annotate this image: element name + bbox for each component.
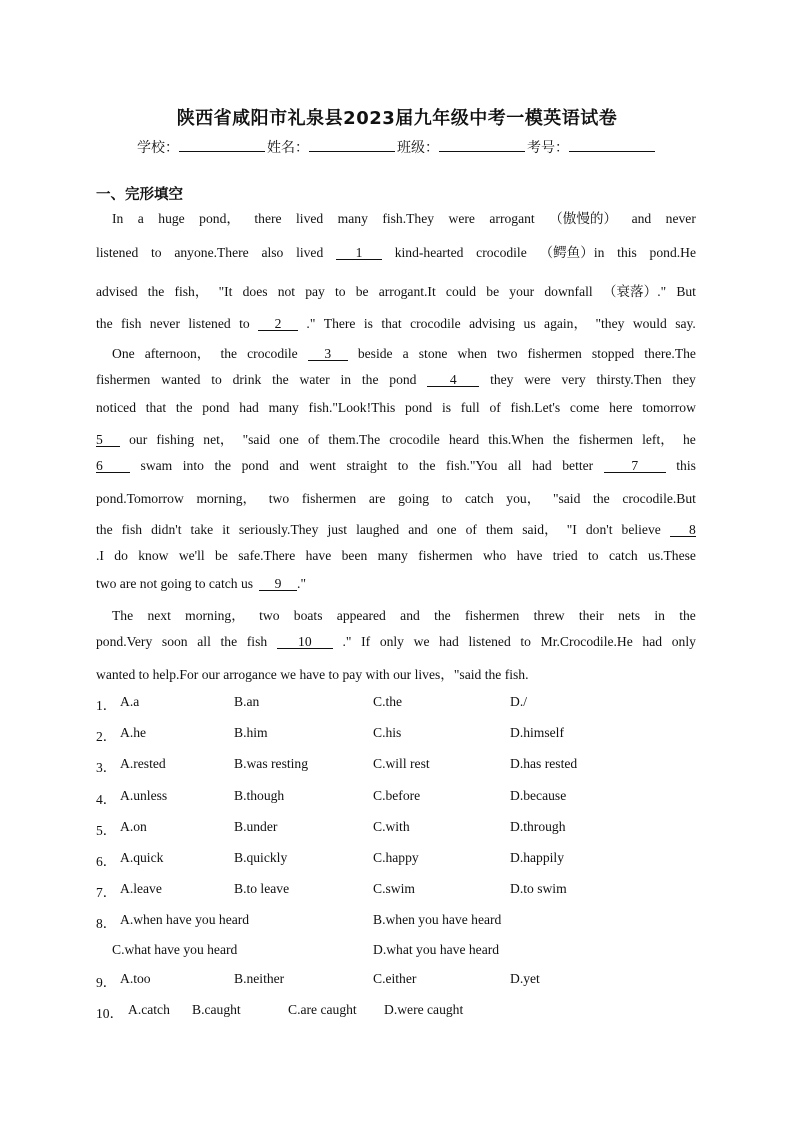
question-number: 10． — [96, 1006, 124, 1021]
option-a[interactable]: A.when have you heard — [120, 912, 250, 927]
passage-line-4 — [96, 312, 696, 332]
passage-word: to — [151, 245, 162, 260]
blank-4[interactable]: 4 — [427, 373, 479, 387]
passage-word: pay — [305, 284, 325, 299]
passage-word: pond.Tomorrow — [96, 491, 184, 506]
passage-word: be — [355, 284, 369, 299]
passage-word: don't — [585, 522, 613, 537]
option-d[interactable]: D.through — [510, 819, 566, 834]
passage-word: didn't — [151, 522, 182, 537]
passage-word: kind-hearted — [394, 245, 464, 260]
question-number: 4． — [96, 792, 117, 807]
blank-8[interactable]: 8 — [670, 523, 696, 537]
passage-word: only — [671, 634, 696, 649]
option-c[interactable]: C.happy — [373, 850, 419, 865]
number-label: 考号： — [527, 140, 569, 156]
passage-word: to — [520, 634, 531, 649]
passage-word: catch — [464, 491, 494, 506]
option-d[interactable]: D.were caught — [384, 1002, 464, 1017]
option-c[interactable]: C.with — [373, 819, 410, 834]
question-number: 2． — [96, 729, 117, 744]
option-b[interactable]: B.when you have heard — [373, 912, 502, 927]
passage-word: （衰落）." — [602, 284, 667, 299]
passage-word: to — [211, 372, 222, 387]
passage-word: were — [524, 372, 551, 387]
passage-word: listened — [468, 634, 511, 649]
passage-word: all — [507, 458, 522, 473]
passage-line-6 — [96, 372, 696, 388]
passage-word: the — [679, 608, 696, 623]
passage-word: catch — [608, 548, 638, 563]
passage-word: In — [112, 211, 124, 226]
passage-word: pond — [241, 458, 269, 473]
passage-word: advised — [96, 284, 138, 299]
passage-word: lived — [296, 211, 324, 226]
name-label: 姓名： — [267, 140, 309, 156]
passage-word: there.The — [644, 346, 696, 361]
passage-word: many — [268, 400, 299, 415]
passage-word: the — [418, 458, 436, 473]
passage-word: not — [277, 284, 296, 299]
option-b[interactable]: B.under — [234, 819, 278, 834]
passage-word: fish.Let's — [510, 400, 561, 415]
passage-word: your — [509, 284, 535, 299]
passage-word: again， — [544, 316, 588, 331]
option-c[interactable]: C.will rest — [373, 756, 430, 771]
passage-word: just — [327, 522, 348, 537]
passage-word: to — [335, 284, 346, 299]
passage-word: One — [112, 346, 135, 361]
passage-text: wanted to help.For our arrogance we have to pay with our lives，"said the fish. — [96, 667, 529, 682]
passage-word: the — [147, 284, 165, 299]
passage-line-10 — [96, 487, 696, 507]
passage-word: a — [137, 211, 144, 226]
passage-word: If — [361, 634, 371, 649]
passage-word: （鳄鱼）in — [539, 245, 605, 260]
passage-word: fishermen — [465, 608, 520, 623]
question-number: 7． — [96, 885, 117, 900]
passage-word: next — [147, 608, 171, 623]
passage-word: "said — [552, 491, 581, 506]
passage-word: here — [609, 400, 633, 415]
passage-word: crocodile — [389, 432, 440, 447]
option-a[interactable]: A.catch — [128, 1002, 170, 1017]
passage-word: fish — [246, 634, 268, 649]
student-info-line — [0, 137, 794, 157]
passage-word: "I — [566, 522, 577, 537]
passage-word: does — [242, 284, 268, 299]
passage-word: us — [523, 316, 536, 331]
option-d[interactable]: D.happily — [510, 850, 564, 865]
passage-word: full — [460, 400, 480, 415]
passage-word: the — [593, 491, 610, 506]
passage-line-11 — [96, 518, 696, 538]
passage-word: do — [114, 548, 128, 563]
passage-word: stone — [418, 346, 448, 361]
option-d[interactable]: D.has rested — [510, 756, 578, 771]
question-number: 5． — [96, 823, 117, 838]
passage-line-8 — [96, 428, 696, 448]
passage-word: fish."You — [446, 458, 498, 473]
passage-word: be — [486, 284, 500, 299]
passage-word: never — [665, 211, 696, 226]
option-a[interactable]: A.rested — [120, 756, 166, 771]
passage-word: noticed — [96, 400, 137, 415]
passage-word: There — [323, 316, 356, 331]
passage-word: their — [578, 608, 604, 623]
question-number: 6． — [96, 854, 117, 869]
passage-word: safe.There — [238, 548, 296, 563]
passage-word: he — [682, 432, 696, 447]
passage-word: soon — [161, 634, 188, 649]
passage-word: two — [259, 608, 280, 623]
passage-word: to — [441, 491, 453, 506]
passage-word: could — [445, 284, 477, 299]
question-number: 8． — [96, 916, 117, 931]
passage-word: this.When — [488, 432, 544, 447]
passage-word: to — [239, 316, 250, 331]
passage-word: in — [340, 372, 352, 387]
passage-word: had — [439, 634, 459, 649]
passage-word: left， — [642, 432, 674, 447]
option-c[interactable]: C.swim — [373, 881, 415, 896]
passage-word: boats — [293, 608, 323, 623]
blank-2[interactable]: 2 — [258, 317, 298, 331]
passage-word: arrogant.It — [378, 284, 436, 299]
passage-word: fish — [121, 522, 143, 537]
passage-word: pond， — [199, 211, 240, 226]
option-a[interactable]: A.a — [120, 694, 140, 709]
passage-word: there — [254, 211, 282, 226]
passage-word: two — [268, 491, 290, 506]
passage-word: us.These — [648, 548, 696, 563]
blank-1[interactable]: 1 — [336, 246, 382, 260]
passage-word: morning， — [185, 608, 245, 623]
passage-word: "they — [595, 316, 625, 331]
question-number: 3． — [96, 760, 117, 775]
passage-word: .I — [96, 548, 104, 563]
passage-line-5 — [112, 342, 696, 362]
passage-word: beside — [357, 346, 393, 361]
passage-word: But — [676, 284, 696, 299]
passage-word: tried — [552, 548, 578, 563]
passage-word: Mr.Crocodile.He — [540, 634, 633, 649]
option-a[interactable]: A.on — [120, 819, 147, 834]
passage-word: the — [434, 608, 451, 623]
blank-9[interactable]: 9 — [259, 577, 297, 591]
passage-word: the — [175, 400, 193, 415]
passage-word: had — [239, 400, 259, 415]
passage-word: advising — [469, 316, 516, 331]
number-field[interactable] — [569, 139, 655, 152]
option-d[interactable]: D.what you have heard — [373, 942, 500, 957]
passage-word: all — [197, 634, 211, 649]
passage-word: been — [341, 548, 368, 563]
passage-word: fish — [121, 316, 142, 331]
passage-word: the — [220, 634, 238, 649]
blank-5[interactable]: 5 — [96, 433, 120, 447]
option-b[interactable]: B.quickly — [234, 850, 288, 865]
option-d[interactable]: D.because — [510, 788, 567, 803]
passage-word: they — [672, 372, 696, 387]
passage-word: arrogant — [489, 211, 535, 226]
question-number: 1． — [96, 698, 117, 713]
passage-word: fishermen — [418, 548, 473, 563]
passage-word: swam — [140, 458, 173, 473]
passage-word: you， — [506, 491, 541, 506]
passage-word: a — [402, 346, 409, 361]
passage-word: the — [220, 346, 238, 361]
passage-word: when — [457, 346, 487, 361]
passage-word: is — [363, 316, 373, 331]
option-a[interactable]: A.leave — [120, 881, 162, 896]
passage-word: them.The — [328, 432, 381, 447]
passage-word: listened — [188, 316, 231, 331]
passage-line-2 — [96, 241, 696, 261]
passage-word: and — [408, 522, 428, 537]
option-c[interactable]: C.what have you heard — [112, 942, 238, 957]
passage-word: also — [261, 245, 284, 260]
option-d[interactable]: D./ — [510, 694, 527, 709]
passage-word: morning， — [196, 491, 257, 506]
passage-word: listened — [96, 245, 139, 260]
passage-word: had — [532, 458, 552, 473]
passage-word: lived — [296, 245, 324, 260]
passage-word: two — [497, 346, 518, 361]
passage-word: pond — [389, 372, 417, 387]
passage-word: crocodile — [247, 346, 298, 361]
passage-word: and — [400, 608, 420, 623]
passage-word: going — [398, 491, 430, 506]
passage-word: say. — [675, 316, 696, 331]
option-d[interactable]: D.himself — [510, 725, 564, 740]
passage-word: thirsty.Then — [596, 372, 662, 387]
passage-word: very — [561, 372, 586, 387]
passage-word: fishermen — [301, 491, 357, 506]
passage-word: heard — [448, 432, 480, 447]
school-label: 学校： — [137, 140, 179, 156]
passage-word: have — [305, 548, 332, 563]
passage-word: huge — [158, 211, 185, 226]
passage-word: laughed — [356, 522, 400, 537]
passage-word: our — [129, 432, 148, 447]
passage-word: in — [654, 608, 665, 623]
passage-word: the — [552, 432, 570, 447]
passage-word: afternoon， — [144, 346, 211, 361]
option-a[interactable]: A.unless — [120, 788, 168, 803]
passage-word: that — [381, 316, 402, 331]
passage-word: of — [489, 400, 501, 415]
passage-line-3 — [96, 280, 696, 300]
blank-3[interactable]: 3 — [308, 347, 348, 361]
passage-word: stopped — [591, 346, 635, 361]
class-field[interactable] — [439, 139, 525, 152]
passage-word: we'll — [178, 548, 205, 563]
passage-word: this — [617, 245, 637, 260]
passage-word: one — [436, 522, 457, 537]
passage-word: straight — [346, 458, 388, 473]
passage-word: the — [96, 522, 113, 537]
school-field[interactable] — [179, 139, 265, 152]
option-c[interactable]: C.the — [373, 694, 403, 709]
passage-word: were — [448, 211, 475, 226]
passage-word: into — [182, 458, 204, 473]
passage-word: it — [222, 522, 230, 537]
passage-line-1 — [112, 207, 696, 227]
passage-word: come — [569, 400, 600, 415]
passage-word: pond.Very — [96, 634, 153, 649]
passage-word: one — [279, 432, 299, 447]
name-field[interactable] — [309, 139, 395, 152]
passage-word: ." — [342, 634, 352, 649]
passage-word: fishermen — [527, 346, 582, 361]
passage-line-16 — [96, 663, 696, 683]
passage-word: The — [112, 608, 134, 623]
passage-word: fishing — [156, 432, 195, 447]
option-b[interactable]: B.to leave — [234, 881, 290, 896]
passage-word: （傲慢的） — [549, 211, 618, 226]
passage-word: of — [465, 522, 477, 537]
passage-line-13 — [96, 576, 696, 592]
passage-word: the — [214, 458, 232, 473]
passage-word: the — [96, 316, 113, 331]
passage-word: nets — [618, 608, 641, 623]
option-b[interactable]: B.was resting — [234, 756, 309, 771]
blank-10[interactable]: 10 — [277, 635, 333, 649]
blank-7[interactable]: 7 — [604, 459, 666, 473]
passage-word: many — [337, 211, 368, 226]
passage-word: is — [441, 400, 452, 415]
passage-word: had — [642, 634, 663, 649]
passage-line-9 — [96, 458, 696, 474]
passage-word: fish.They — [382, 211, 435, 226]
passage-word: that — [145, 400, 167, 415]
passage-line-7 — [96, 400, 696, 416]
passage-word: and — [631, 211, 652, 226]
passage-word: to — [397, 458, 409, 473]
passage-word: fishermen — [578, 432, 633, 447]
blank-6[interactable]: 6 — [96, 459, 130, 473]
section-title: 一、完形填空 — [96, 187, 183, 203]
option-c[interactable]: C.are caught — [288, 1002, 357, 1017]
passage-word: crocodile.But — [622, 491, 696, 506]
question-number: 9． — [96, 975, 117, 990]
passage-word: net， — [203, 432, 234, 447]
passage-word: know — [138, 548, 169, 563]
passage-word: many — [377, 548, 408, 563]
passage-word: anyone.There — [174, 245, 249, 260]
option-d[interactable]: D.yet — [510, 971, 540, 986]
passage-word: and — [279, 458, 299, 473]
option-a[interactable]: A.quick — [120, 850, 164, 865]
passage-word: be — [215, 548, 228, 563]
passage-word: said， — [522, 522, 558, 537]
passage-word: threw — [533, 608, 565, 623]
option-b[interactable]: B.caught — [192, 1002, 241, 1017]
passage-word: fish， — [174, 284, 209, 299]
passage-line-15 — [96, 634, 696, 650]
option-b[interactable]: B.neither — [234, 971, 285, 986]
passage-word: them — [485, 522, 514, 537]
passage-word: downfall — [544, 284, 593, 299]
passage-word: would — [632, 316, 667, 331]
passage-word: of — [307, 432, 320, 447]
passage-word: ." — [306, 316, 316, 331]
passage-line-14 — [112, 604, 696, 624]
option-b[interactable]: B.him — [234, 725, 268, 740]
passage-word: only — [379, 634, 404, 649]
passage-text: two are not going to catch us — [96, 576, 254, 591]
passage-word: wanted — [161, 372, 201, 387]
passage-word: went — [309, 458, 336, 473]
option-c[interactable]: C.his — [373, 725, 402, 740]
option-a[interactable]: A.too — [120, 971, 151, 986]
passage-word: crocodile — [410, 316, 461, 331]
passage-word: better — [562, 458, 594, 473]
passage-word: never — [149, 316, 180, 331]
passage-word: take — [190, 522, 214, 537]
passage-word: have — [516, 548, 543, 563]
option-c[interactable]: C.before — [373, 788, 421, 803]
passage-word: tomorrow — [642, 400, 696, 415]
passage-word: drink — [232, 372, 262, 387]
passage-word: this — [676, 458, 696, 473]
passage-text: ." — [297, 576, 306, 591]
passage-word: we — [413, 634, 430, 649]
passage-word: seriously.They — [238, 522, 319, 537]
passage-word: pond — [202, 400, 230, 415]
passage-line-12 — [96, 548, 696, 564]
option-b[interactable]: B.though — [234, 788, 285, 803]
passage-word: pond — [405, 400, 433, 415]
passage-word: the — [361, 372, 379, 387]
passage-word: believe — [621, 522, 661, 537]
option-b[interactable]: B.an — [234, 694, 260, 709]
passage-word: "It — [218, 284, 233, 299]
passage-word: to — [588, 548, 599, 563]
option-d[interactable]: D.to swim — [510, 881, 567, 896]
option-c[interactable]: C.either — [373, 971, 417, 986]
passage-word: fish."Look!This — [308, 400, 396, 415]
passage-word: they — [490, 372, 514, 387]
passage-word: "said — [242, 432, 271, 447]
passage-word: are — [368, 491, 386, 506]
class-label: 班级： — [397, 140, 439, 156]
passage-word: appeared — [336, 608, 386, 623]
passage-word: who — [482, 548, 507, 563]
option-a[interactable]: A.he — [120, 725, 147, 740]
page-title: 陕西省咸阳市礼泉县2023届九年级中考一模英语试卷 — [176, 108, 618, 129]
passage-word: pond.He — [649, 245, 696, 260]
passage-word: the — [272, 372, 289, 387]
passage-word: water — [299, 372, 330, 387]
passage-word: crocodile — [476, 245, 527, 260]
passage-word: fishermen — [96, 372, 151, 387]
